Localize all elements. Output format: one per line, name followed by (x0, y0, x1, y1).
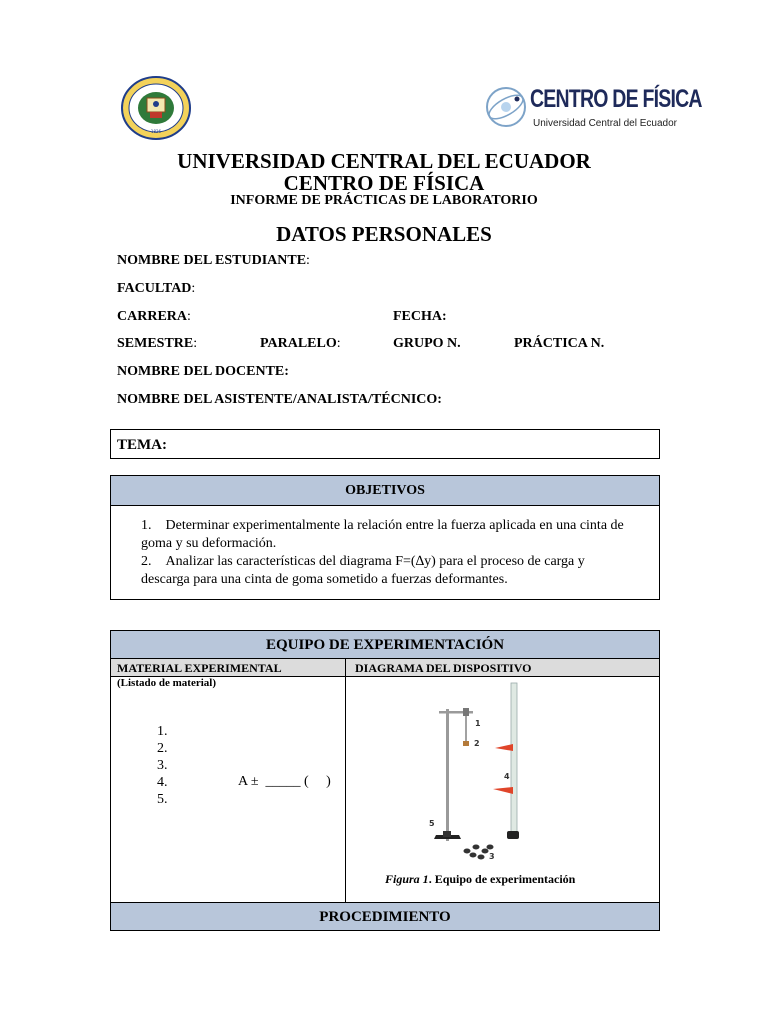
university-heading: UNIVERSIDAD CENTRAL DEL ECUADOR (177, 149, 591, 173)
diagram-label-2: 2 (474, 739, 480, 748)
section-heading: DATOS PERSONALES (276, 222, 492, 246)
device-diagram (429, 681, 549, 867)
objective-item: 2. Analizar las características del diagrama F=(∆y) para el proceso de carga y descarga para una cinta de goma sometido a fuerzas deformantes. (141, 554, 585, 587)
objectives-box (110, 475, 660, 600)
parallel-label: PARALELO: (260, 336, 341, 351)
assistant-label: NOMBRE DEL ASISTENTE/ANALISTA/TÉCNICO: (117, 392, 442, 407)
objective-item: 1. Determinar experimentalmente la relación entre la fuerza aplicada en una cinta de goma y su deformación. (141, 518, 624, 551)
report-heading: INFORME DE PRÁCTICAS DE LABORATORIO (230, 193, 538, 208)
ruler-base (507, 831, 519, 839)
teacher-label: NOMBRE DEL DOCENTE: (117, 364, 289, 379)
diagram-label-1: 1 (475, 719, 481, 728)
list-item: 4. (157, 775, 168, 790)
stand-rod (446, 709, 449, 841)
diagram-column-header: DIAGRAMA DEL DISPOSITIVO (355, 661, 532, 675)
diagram-label-3: 3 (489, 852, 495, 861)
group-label: GRUPO N. (393, 336, 461, 351)
svg-text:1826: 1826 (150, 129, 162, 134)
material-list (157, 723, 168, 808)
column-divider (345, 659, 346, 902)
career-label: CARRERA: (117, 309, 191, 324)
brand-title: CENTRO DE FÍSICA (530, 85, 702, 113)
university-seal-logo (120, 76, 192, 140)
practice-label: PRÁCTICA N. (514, 336, 605, 351)
objectives-list (141, 517, 631, 589)
tema-label: TEMA: (117, 437, 167, 453)
center-heading: CENTRO DE FÍSICA (283, 171, 485, 195)
material-column-header: MATERIAL EXPERIMENTAL (117, 661, 282, 675)
list-item: 5. (157, 792, 168, 807)
student-label: NOMBRE DEL ESTUDIANTE: (117, 253, 310, 268)
equipment-box (110, 630, 660, 931)
objectives-title: OBJETIVOS (111, 476, 659, 506)
list-item: 2. (157, 741, 168, 756)
listing-note: (Listado de material) (117, 677, 216, 689)
procedure-title: PROCEDIMIENTO (111, 902, 659, 930)
diagram-label-5: 5 (429, 819, 435, 828)
item4-measurement: A ± _____ ( ) (238, 774, 331, 789)
ruler (511, 683, 517, 833)
diagram-label-4: 4 (504, 772, 510, 781)
list-item: 1. (157, 724, 168, 739)
pointer-lower (493, 787, 513, 794)
pointer-upper (495, 744, 513, 751)
brand-subtitle: Universidad Central del Ecuador (533, 118, 677, 129)
faculty-label: FACULTAD: (117, 281, 196, 296)
hook (463, 741, 469, 746)
date-label: FECHA: (393, 309, 447, 324)
clamp (463, 708, 469, 716)
semester-label: SEMESTRE: (117, 336, 198, 351)
equipment-title: EQUIPO DE EXPERIMENTACIÓN (111, 631, 659, 659)
figure-caption: Figura 1. Equipo de experimentación (385, 872, 576, 886)
atom-icon (484, 85, 528, 129)
tema-box (110, 429, 660, 459)
list-item: 3. (157, 758, 168, 773)
